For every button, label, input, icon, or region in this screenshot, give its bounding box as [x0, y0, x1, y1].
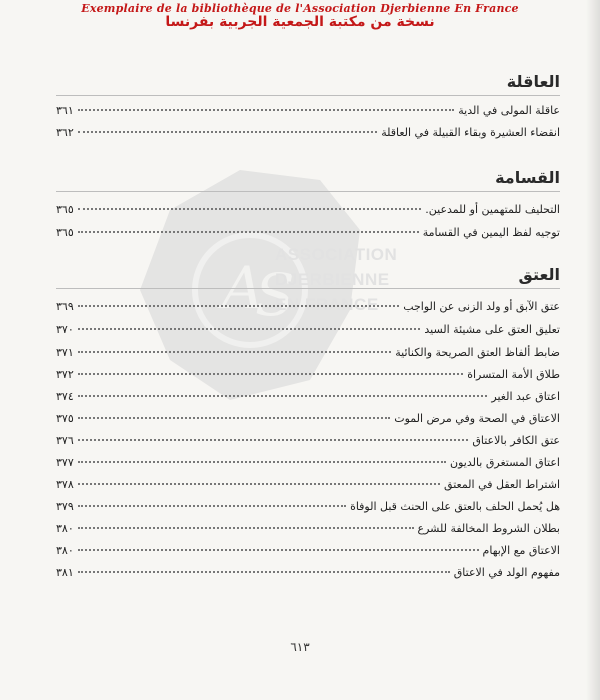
toc-entry-title: الاعتاق في الصحة وفي مرض الموت: [394, 412, 560, 425]
toc-entry-page: ٣٦٥: [56, 226, 74, 239]
section-divider: [56, 191, 560, 192]
toc-leader-dots: [78, 439, 469, 441]
toc-entry: [56, 226, 560, 244]
toc-entry: [56, 412, 560, 430]
toc-entry: [56, 434, 560, 452]
toc-entry: [56, 544, 560, 562]
toc-entry: [56, 346, 560, 364]
svg-text:S: S: [255, 261, 295, 329]
toc-entry-title: عتق الآبق أو ولد الزنى عن الواجب: [403, 300, 560, 313]
toc-entry-page: ٣٦٢: [56, 126, 74, 139]
toc-leader-dots: [78, 395, 488, 397]
toc-entry-page: ٣٧٥: [56, 412, 74, 425]
toc-entry-page: ٣٨١: [56, 566, 74, 579]
toc-entry: [56, 522, 560, 540]
toc-entry-page: ٣٧٦: [56, 434, 74, 447]
toc-leader-dots: [78, 417, 391, 419]
toc-entry: [56, 126, 560, 144]
toc-entry-title: التحليف للمتهمين أو للمدعين.: [425, 203, 560, 216]
toc-entry-page: ٣٦٩: [56, 300, 74, 313]
toc-entry: [56, 478, 560, 496]
toc-entry-page: ٣٧١: [56, 346, 74, 359]
section-title-qasama: القسامة: [495, 168, 560, 187]
toc-leader-dots: [78, 505, 346, 507]
toc-entry: [56, 368, 560, 386]
toc-leader-dots: [78, 208, 422, 210]
toc-leader-dots: [78, 461, 446, 463]
toc-leader-dots: [78, 328, 421, 330]
svg-text:A: A: [222, 254, 264, 322]
section-divider: [56, 288, 560, 289]
toc-entry-page: ٣٦١: [56, 104, 74, 117]
toc-entry: [56, 500, 560, 518]
toc-leader-dots: [78, 571, 450, 573]
toc-entry: [56, 300, 560, 318]
library-stamp-header: [0, 0, 600, 30]
header-line-arabic: نسخة من مكتبة الجمعية الجربية بفرنسا: [165, 14, 435, 30]
toc-leader-dots: [78, 483, 440, 485]
toc-leader-dots: [78, 131, 377, 133]
toc-entry-title: انقضاء العشيرة وبقاء القبيلة في العاقلة: [381, 126, 560, 139]
section-title-itq: العتق: [518, 265, 560, 284]
toc-entry-title: بطلان الشروط المخالفة للشرع: [417, 522, 560, 535]
toc-entry-page: ٣٨٠: [56, 522, 74, 535]
toc-entry: [56, 323, 560, 341]
toc-entry-title: توجيه لفظ اليمين في القسامة: [422, 226, 560, 239]
toc-entry-title: هل يُحمل الحلف بالعتق على الحنث قبل الوفاة: [350, 500, 560, 513]
toc-entry-page: ٣٧٤: [56, 390, 74, 403]
toc-leader-dots: [78, 549, 479, 551]
toc-leader-dots: [78, 351, 392, 353]
page-edge-shadow: [586, 0, 600, 700]
toc-entry: [56, 390, 560, 408]
toc-entry-title: ضابط ألفاظ العتق الصريحة والكنائية: [395, 346, 560, 359]
toc-entry-title: مفهوم الولد في الاعتاق: [453, 566, 560, 579]
toc-entry: [56, 104, 560, 122]
toc-entry-title: اشتراط العقل في المعتق: [444, 478, 560, 491]
page-number: ٦١٣: [290, 640, 310, 654]
watermark-line-1: ASSOCIATION: [275, 245, 398, 264]
toc-entry-title: اعتاق عبد الغير: [491, 390, 560, 403]
watermark-line-2: DJERBIENNE: [275, 270, 390, 289]
toc-entry-page: ٣٧٢: [56, 368, 74, 381]
toc-leader-dots: [78, 231, 419, 233]
toc-entry-title: اعتاق المستغرق بالديون: [450, 456, 560, 469]
toc-entry-page: ٣٨٠: [56, 544, 74, 557]
toc-entry-title: تعليق العتق على مشيئة السيد: [424, 323, 560, 336]
toc-entry-page: ٣٧٩: [56, 500, 74, 513]
section-divider: [56, 95, 560, 96]
toc-entry-title: طلاق الأمة المتسراة: [467, 368, 560, 381]
toc-entry-page: ٣٧٨: [56, 478, 74, 491]
watermark-line-3: EN FRANCE: [275, 295, 379, 314]
toc-entry-title: عتق الكافر بالاعتاق: [472, 434, 560, 447]
header-line-french: Exemplaire de la bibliothèque de l'Association Djerbienne En France: [81, 2, 519, 15]
toc-entry-page: ٣٦٥: [56, 203, 74, 216]
toc-entry: [56, 203, 560, 221]
toc-leader-dots: [78, 305, 399, 307]
toc-leader-dots: [78, 373, 464, 375]
toc-entry: [56, 566, 560, 584]
toc-entry-title: عاقلة المولى في الدية: [458, 104, 560, 117]
toc-entry: [56, 456, 560, 474]
toc-leader-dots: [78, 109, 455, 111]
toc-entry-page: ٣٧٠: [56, 323, 74, 336]
toc-leader-dots: [78, 527, 414, 529]
toc-entry-title: الاعتاق مع الإبهام: [482, 544, 560, 557]
toc-entry-page: ٣٧٧: [56, 456, 74, 469]
section-title-aqila: العاقلة: [506, 72, 560, 91]
